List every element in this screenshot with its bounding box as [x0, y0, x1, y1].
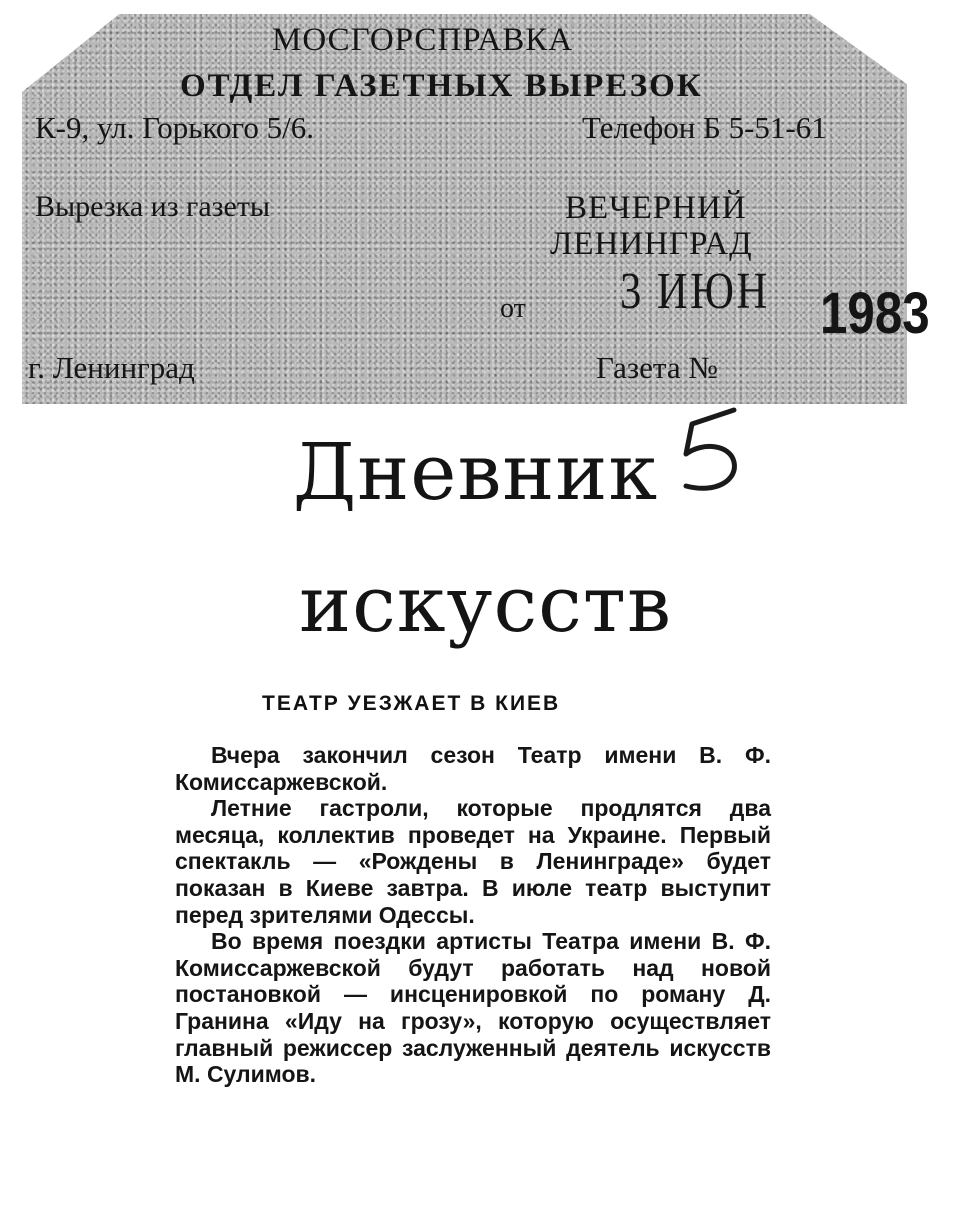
- stamp-from-label: от: [500, 293, 526, 324]
- stamp-organization: МОСГОРСПРАВКА: [272, 22, 574, 58]
- stamp-city: г. Ленинград: [28, 350, 195, 385]
- stamp-newspaper-name-line1: ВЕЧЕРНИЙ: [565, 190, 747, 226]
- stamp-date: 3 ИЮН: [620, 263, 770, 320]
- article-paragraph: Вчера закончил сезон Театр имени В. Ф. Комиссаржевской.: [175, 742, 771, 795]
- stamp-department: ОТДЕЛ ГАЗЕТНЫХ ВЫРЕЗОК: [180, 68, 703, 104]
- stamp-gazette-number: Газета №: [596, 350, 718, 385]
- stamp-phone: Телефон Б 5-51-61: [582, 110, 827, 145]
- handwritten-number-mark: [672, 402, 762, 502]
- stamp-clipping-label: Вырезка из газеты: [35, 190, 271, 223]
- article-headline-line2: искусств: [299, 560, 672, 650]
- article-paragraph: Летние гастроли, которые продлятся два месяца, коллектив проведет на Украине. Первый спектакль — «Рождены в Ленинграде» будет показан в Киеве завтра. В июле театр выступит перед зрителями Одессы.: [175, 795, 771, 928]
- stamp-year: 1983: [820, 281, 930, 346]
- article-body: [175, 742, 771, 1088]
- article-paragraph: Во время поездки артисты Театра имени В. Ф. Комиссаржевской будут работать над новой постановкой — инсценировкой по роману Д. Гранина «Иду на грозу», которую осуществляет главный режиссер заслуженный деятель искусств М. Сулимов.: [175, 928, 771, 1088]
- article-subheading: ТЕАТР УЕЗЖАЕТ В КИЕВ: [262, 692, 561, 715]
- stamp-newspaper-name-line2: ЛЕНИНГРАД: [550, 226, 753, 262]
- article-headline-line1: Дневник: [292, 428, 659, 518]
- stamp-address: К-9, ул. Горького 5/6.: [35, 110, 314, 145]
